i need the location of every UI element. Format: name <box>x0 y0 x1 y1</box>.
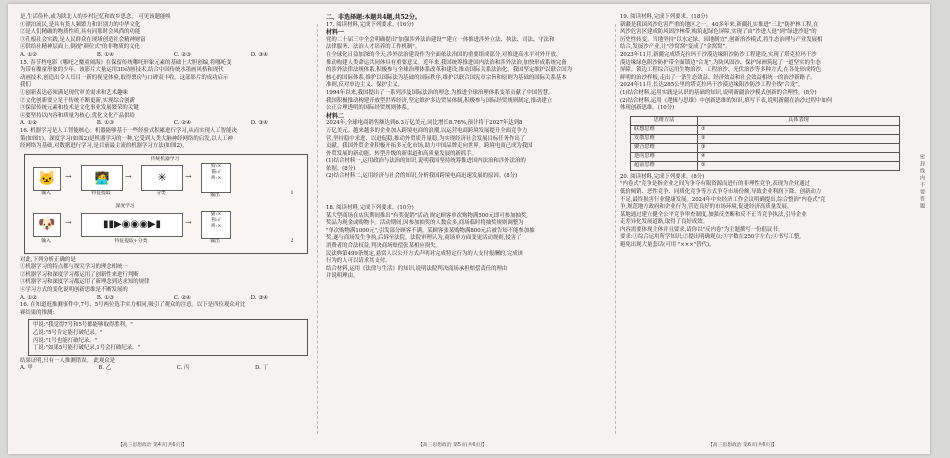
output-box: 猫:× 狗:√ 鸡:× <box>201 211 231 239</box>
thinking-method-table <box>630 116 900 171</box>
q19-asks: (1)结合材料,运用实践是认识的基础的知识,说明新疆治沙模式创新的合理性。(8分) (2)结合材料,运用《逻辑与思维》中创新思维的知识,填写下表,说明新疆在治沙过程中如何 体现创新思维。(10分) <box>620 89 833 112</box>
table-row: 超前思维 ⑤ <box>631 161 900 170</box>
arrow-icon: → <box>185 171 192 181</box>
table-row: 聚合思维 ③ <box>631 143 900 152</box>
figure-number: 2 <box>290 238 294 244</box>
seal-line-text: 密封线内不要答题 <box>919 154 925 210</box>
dog-image: 🐶 <box>33 213 61 237</box>
output-label: 输出 <box>210 238 220 244</box>
arrow-icon: → <box>65 171 72 181</box>
diagram-title-deep: 深度学习 <box>115 203 135 209</box>
table-row: 发散思维 ② <box>631 134 900 143</box>
table-header-row: 思维方法 具体表现 <box>631 116 900 125</box>
q17-asks: (1)结合材料一,运用政治与法治的知识,说明我国坚持统筹推进国内法治和涉外法治的 依据。(8分) (2)结合材料二,运用经济与社会的知识,分析我国跨境电商迅速发展的原因。(8分) <box>326 158 526 180</box>
page-4-column: 是,生活俭朴,或为陕北人的乡村记忆和故乡思念。 可见该题能唤 ①漂泊流民,是具有货人频繁力和识别力的中华文化 ②是人们精确的物质性质,具有同那时会风尚的功能 ③孔根社会实践,是人民群众在现场创造社会精神财富 ④供给社精神层面上,倒视"颜位式"的非物质的文化 A. ①② B. ①④ C. ②③ D. ③④ 15. 春节档电影《哪吒之魔童闹海》在保留传统哪吒形象元素的基础上大胆创编,将哪吒变 为带有魔童形象的少年。该影片大量运用3D动画技术,结合中国传统水墨画风格和现代 动画技术,创造出令人耳目一新的视觉体验,取得票房与口碑双丰收。这部影片的成功启示 我们 ①创新表达必须满足现代审美需求和艺术趣味 ②文化创新要立足于传统不断更新,实现综合创新 ③保留传统元素和技术是文化事业发展繁荣的关键 ④要坚持以内容和质量为核心,优化文化产品供给 A. ①② B. ①③ C. ②④ D. ③④ 16. 机器学习是人工智能核心。机器能够基于一些经验式积累进行学习,从而实现人工智能决 策(如图1)。深度学习(如图2)是机器学习的一种,它受到人类大脑神经网络的启发,以人工神 经网络为基础,对数据进行学习,是目前最主流的机器学习方法(如图2)。 传统机器学习 🐱 输入 → 🧑‍💻 特征提取 → ✳ 分类 → 狗:× 猫:√ 鸡:× 输出 1 深度学习 🐶 输入 → ▮▮▶◉◉◉▶▮ 特征提取+分类 → 猫:× 狗:√ 鸡:× 输出 2 对此,下列分析正确的是 ①机器学习的特点都与探究学习的理念相统一 ②机器学习和深度学习都运用了创新性来进行判断 ③机器学习和深度学习都运用了新理念到达求知的规律 ④学习方式的变化说明创新思维是不断发展的 A. ①② B. ①③ C. ②④ D. ③④ 16. 在知道逛推测事件中,7号、5号两位选手实力相同,吸引了观众的注意。以下是四位观众对比 赛结果的推测: 甲说:"我觉得7号和5号都能够取得胜利。" 乙说:"5号肯定能打破纪录。" 丙说:"1号也能打破纪录。" 丁说:"如果5号能打破纪录,1号会打破纪录。" 结果证明,只有一人推测错误。 此观众是 A. 甲 B. 乙 C. 丙 D. 丁 <box>20 14 308 373</box>
page-5-column: 二、非选择题:本题共4题,共52分。 17. 阅读材料,完成下列要求。(16分) 材料一 党的二十届三中全会明确提出"加强涉外法治建设""建立一体推进涉外立法、执法、司法、守法和 法律服务、法治人才培养的工作机制"。 在全球化日益加深的今天,涉外法治建设作为全面依法治国的重要组成部分,对推进高水平对外开放、 推动构建人类命运共同体具有重要意义。近年来,我国统筹推进国内法治和涉外法治,加快形成系统完备 的涉外法律法规体系,积极参与全球治理体系改革和建设,推动国际关系法治化。我国坚定维护以联合国为 核心的国际体系,维护以国际法为基础的国际秩序,维护以联合国宪章宗旨和原则为基础的国际关系基本 准则,反对单边主义、保护主义。 1994年以来,我国提出了一系列涉及国际法治的理念,为推进全球治理体系变革贡献了中国智慧。 我国积极推动构建开放型世界经济,坚定维护多边贸易体制,积极参与国际经贸规则制定,推动建立 公正合理透明的国际经贸规则体系。 材料二 2024年,全球电商销售额达到6.3万亿美元,同比增长8.76%,预计将于2027年达到8 万亿美元。越来越多的企业加入跨境电商的浪潮,以运营电商跨境发展提升全面竞争力 营,坚持稳中求进、以进促稳,推动外贸质升量稳,为实现经济社会发展目标任务作出了 贡献。我国外贸企业积极开拓多元化市场,助力中国品牌走向世界。跨境电商已成为我国 外贸发展的新动能、转型升级的新渠道和高质量发展的新抓手。 (1)结合材料一,运用政治与法治的知识,说明我国坚持统筹推进国内法治和涉外法治的 依据。(8分) (2)结合材料二,运用经济与社会的知识,分析我国跨境电商迅速发展的原因。(8分) 18. 阅读材料,完成下列要求。(10分) 某大型商场在店庆期间推出"有奖促销"活动,规定顾客单次购物满500元即可参加抽奖, 奖品为现金或购物卡。活动期间,因参加抽奖的人数众多,商场临时将抽奖规则调整为 "单次购物满1000元",引发部分顾客不满。某顾客张某购物满800元后被告知不能参加抽 奖,遂与商场发生争执,后诉至法院。法院审理认为,商场单方面变更活动规则,侵害了 消费者的合法权益,判决商场赔偿张某相应损失。 民法典第499条规定,悬赏人以公开方式声明对完成特定行为的人支付报酬的,完成该 行为的人可以请求其支付。 结合材料,运用《法律与生活》的知识,说明法院判决商场承担赔偿责任的理由 并说明理由。 <box>326 14 610 281</box>
top-lines: 是,生活俭朴,或为陕北人的乡村记忆和故乡思念。 可见该题能唤 ①漂泊流民,是具有货人频繁力和识别力的中华文化 ②是人们精确的物质性质,具有同那时会风尚的功能 ③孔根社会实践,是人民群众在现场创造社会精神财富 ④供给社精神层面上,倒视"颜位式"的非物质的文化 <box>20 14 171 51</box>
output-label: 输出 <box>210 192 220 198</box>
question-16: 16. 机器学习是人工智能核心。机器能够基于一些经验式积累进行学习,从而实现人工智能决 策(如图1)。深度学习(如图2)是机器学习的一种,它受到人类大脑神经网络的启发,以人工神 经网络为基础,对数据进行学习,是目前最主流的机器学习方法(如图2)。 <box>20 127 237 150</box>
page-footer: 【高三思想政治 第6页(共6页)】 <box>708 443 777 448</box>
q18-ask: 结合材料,运用《法律与生活》的知识,说明法院判决商场承担赔偿责任的理由 并说明理由。 <box>326 265 508 280</box>
material-1: 党的二十届三中全会明确提出"加强涉外法治建设""建立一体推进涉外立法、执法、司法、守法和 法律服务、法治人才培养的工作机制"。 在全球化日益加深的今天,涉外法治建设作为全面依法治国的重要组成部分,对推进高水平对外开放、 推动构建人类命运共同体具有重要意义。近年来,我国统筹推进国内法治和涉外法治,加快形成系统完备 的涉外法律法规体系,积极参与全球治理体系改革和建设,推动国际关系法治化。我国坚定维护以联合国为 核心的国际体系,维护以国际法为基础的国际秩序,维护以联合国宪章宗旨和原则为基础的国际关系基本 准则,反对单边主义、保护主义。 1994年以来,我国提出了一系列涉及国际法治的理念,为推进全球治理体系变革贡献了中国智慧。 我国积极推动构建开放型世界经济,坚定维护多边贸易体制,积极参与国际经贸规则制定,推动建立 公正合理透明的国际经贸规则体系。 <box>326 36 573 112</box>
q17-options: A. 甲 B. 乙 C. 丙 D. 丁 <box>20 365 268 372</box>
q14-options: A. ①② B. ①④ C. ②③ D. ③④ <box>20 51 268 58</box>
q15-options: A. ①② B. ①③ C. ②④ D. ③④ <box>20 120 268 127</box>
feature-extraction-icon: 🧑‍💻 <box>81 165 123 191</box>
quote-box: 甲说:"我觉得7号和5号都能够取得胜利。" 乙说:"5号肯定能打破纪录。" 丙说:"1号也能打破纪录。" 丁说:"如果5号能打破纪录,1号会打破纪录。" <box>28 319 308 355</box>
q20-text: "内卷式"竞争是指企业之间为争夺有限资源而进行的非理性竞争,表现为企业通过 低价倾销、恶性竞争、同质化竞争等方式争夺市场份额,导致企业利润下降、创新动力 不足,最终损害行业健康发展。2024年中央经济工作会议明确提出,综合整治"内卷式"竞 争,规范地方政府和企业行为,营造良好的市场环境,促进经济高质量发展。 某地通过建立健全公平竞争审查制度,加强反垄断和反不正当竞争执法,引导企业 走差异化发展道路,取得了良好成效。 <box>620 181 826 226</box>
section-heading: 二、非选择题:本题共4题,共52分。 <box>326 14 421 21</box>
q19-text: 新疆是我国风沙危害严重的地区之一。40多年来,新疆扎实推进"三北"防护林工程,在 风沙危害区建成防风固沙林带,构筑起绿色屏障,实现了由"沙进人退"到"绿进沙退"的 历史性转变。当地坚持"以水定绿、因地制宜",创新治沙模式,将生态治理与产业发展相 结合,发展沙产业,让"沙窝窝"变成了"金窝窝"。 2023年11月,新疆完成塔克拉玛干沙漠边缘阻沙防沙工程建设,实现了塔克拉玛干沙 漠边缘绿色阻沙防护带全面锁边"合龙",为防风固沙、保护绿洲筑起了一道坚实的生态 屏障。锁边工程综合运用生物治沙、工程治沙、光伏治沙等多种方式,在各处形成特色 鲜明的治沙样板,走出了一条生态效益、经济效益和社会效益相统一的治沙新路子。 2024年11月,长达285公里的塔克拉玛干沙漠边缘阻沙防沙工程全线"合龙"。 <box>620 21 823 89</box>
classify-label: 分类 <box>156 190 166 196</box>
arrow-icon: → <box>185 217 192 227</box>
material-2: 2024年,全球电商销售额达到6.3万亿美元,同比增长8.76%,预计将于2027年达到8 万亿美元。越来越多的企业加入跨境电商的浪潮,以运营电商跨境发展提升全面竞争力 营,坚持稳中求进、以进促稳,推动外贸质升量稳,为实现经济社会发展目标任务作出了 贡献。我国外贸企业积极开拓多元化市场,助力中国品牌走向世界。跨境电商已成为我国 外贸发展的新动能、转型升级的新渠道和高质量发展的新抓手。 <box>326 120 533 157</box>
table-row: 联想思维 ① <box>631 125 900 134</box>
q16-options: A. ①② B. ①③ C. ②④ D. ③④ <box>20 294 268 301</box>
column-divider <box>317 24 318 434</box>
network-icon: ✳ <box>141 165 183 191</box>
q18-text: 某大型商场在店庆期间推出"有奖促销"活动,规定顾客单次购物满500元即可参加抽奖, 奖品为现金或购物卡。活动期间,因参加抽奖的人数众多,商场临时将抽奖规则调整为 "单次购物满1000元",引发部分顾客不满。某顾客张某购物满800元后被告知不能参加抽 奖,遂与商场发生争执,后诉至法院。法院审理认为,商场单方面变更活动规则,侵害了 消费者的合法权益,判决商场赔偿张某相应损失。 民法典第499条规定,悬赏人以公开方式声明对完成特定行为的人支付报酬的,完成该 行为的人可以请求其支付。 <box>326 212 535 265</box>
column-divider <box>615 24 616 434</box>
machine-learning-diagram <box>24 154 308 254</box>
diagram-title-traditional: 传统机器学习 <box>150 156 180 162</box>
arrow-icon: → <box>65 217 72 227</box>
input-label: 输入 <box>41 190 51 196</box>
feature-classify-label: 特征提取+分类 <box>114 238 148 244</box>
page-footer: 【高三思想政治 第4页(共6页)】 <box>118 443 187 448</box>
input-label: 输入 <box>41 238 51 244</box>
question-15: 15. 春节档电影《哪吒之魔童闹海》在保留传统哪吒形象元素的基础上大胆创编,将哪吒变 为带有魔童形象的少年。该影片大量运用3D动画技术,结合中国传统水墨画风格和现代 动画技术,创造出令人耳目一新的视觉体验,取得票房与口碑双丰收。这部影片的成功启示 我们 ①创新表达必须满足现代审美需求和艺术趣味 ②文化创新要立足于传统不断更新,实现综合创新 ③保留传统元素和技术是文化事业发展繁荣的关键 ④要坚持以内容和质量为核心,优化文化产品供给 <box>20 59 232 119</box>
q20-ask: 内容需要体现主体并且要求,请你以"反内卷"为主题撰写一份倡议书。 要求:①综合运用所学知识;②提出明确观点;③字数在250字左右;④书写工整, 避免出现大量套话(可用 "×××"替代)。 <box>620 226 801 249</box>
question-17: 16. 在知道逛推测事件中,7号、5号两位选手实力相同,吸引了观众的注意。以下是四位观众对比 赛结果的推测: <box>20 302 246 316</box>
table-row: 逆向思维 ④ <box>631 152 900 161</box>
page-footer: 【高三思想政治 第5页(共6页)】 <box>418 443 487 448</box>
figure-number: 1 <box>290 190 294 196</box>
deep-network-icon: ▮▮▶◉◉◉▶▮ <box>81 213 183 237</box>
output-box: 狗:× 猫:√ 鸡:× <box>201 163 231 193</box>
exam-sheet <box>8 4 930 454</box>
feature-label: 特征提取 <box>91 190 111 196</box>
page-6-column: 19. 阅读材料,完成下列要求。(18分) 新疆是我国风沙危害严重的地区之一。40多年来,新疆扎实推进"三北"防护林工程,在 风沙危害区建成防风固沙林带,构筑起绿色屏障,实现了由"沙进人退"到"绿进沙退"的 历史性转变。当地坚持"以水定绿、因地制宜",创新治沙模式,将生态治理与产业发展相 结合,发展沙产业,让"沙窝窝"变成了"金窝窝"。 2023年11月,新疆完成塔克拉玛干沙漠边缘阻沙防沙工程建设,实现了塔克拉玛干沙 漠边缘绿色阻沙防护带全面锁边"合龙",为防风固沙、保护绿洲筑起了一道坚实的生态 屏障。锁边工程综合运用生物治沙、工程治沙、光伏治沙等多种方式,在各处形成特色 鲜明的治沙样板,走出了一条生态效益、经济效益和社会效益相统一的治沙新路子。 2024年11月,长达285公里的塔克拉玛干沙漠边缘阻沙防沙工程全线"合龙"。 (1)结合材料,运用实践是认识的基础的知识,说明新疆治沙模式创新的合理性。(8分) (2)结合材料,运用《逻辑与思维》中创新思维的知识,填写下表,说明新疆在治沙过程中如何 体现创新思维。(10分) 思维方法 具体表现 联想思维 ① 发散思维 ② 聚合思维 ③ 逆向思维 ④ 超前思维 ⑤ 20. 阅读材料,完成下列要求。(8分) "内卷式"竞争是指企业之间为争夺有限资源而进行的非理性竞争,表现为企业通过 低价倾销、恶性竞争、同质化竞争等方式争夺市场份额,导致企业利润下降、创新动力 不足,最终损害行业健康发展。2024年中央经济工作会议明确提出,综合整治"内卷式"竞 争,规范地方政府和企业行为,营造良好的市场环境,促进经济高质量发展。 某地通过建立健全公平竞争审查制度,加强反垄断和反不正当竞争执法,引导企业 走差异化发展道路,取得了良好成效。 内容需要体现主体并且要求,请你以"反内卷"为主题撰写一份倡议书。 要求:①综合运用所学知识;②提出明确观点;③字数在250字左右;④书写工整, 避免出现大量套话(可用 "×××"替代)。 <box>620 14 910 250</box>
arrow-icon: → <box>125 171 132 181</box>
cat-image: 🐱 <box>33 167 61 191</box>
